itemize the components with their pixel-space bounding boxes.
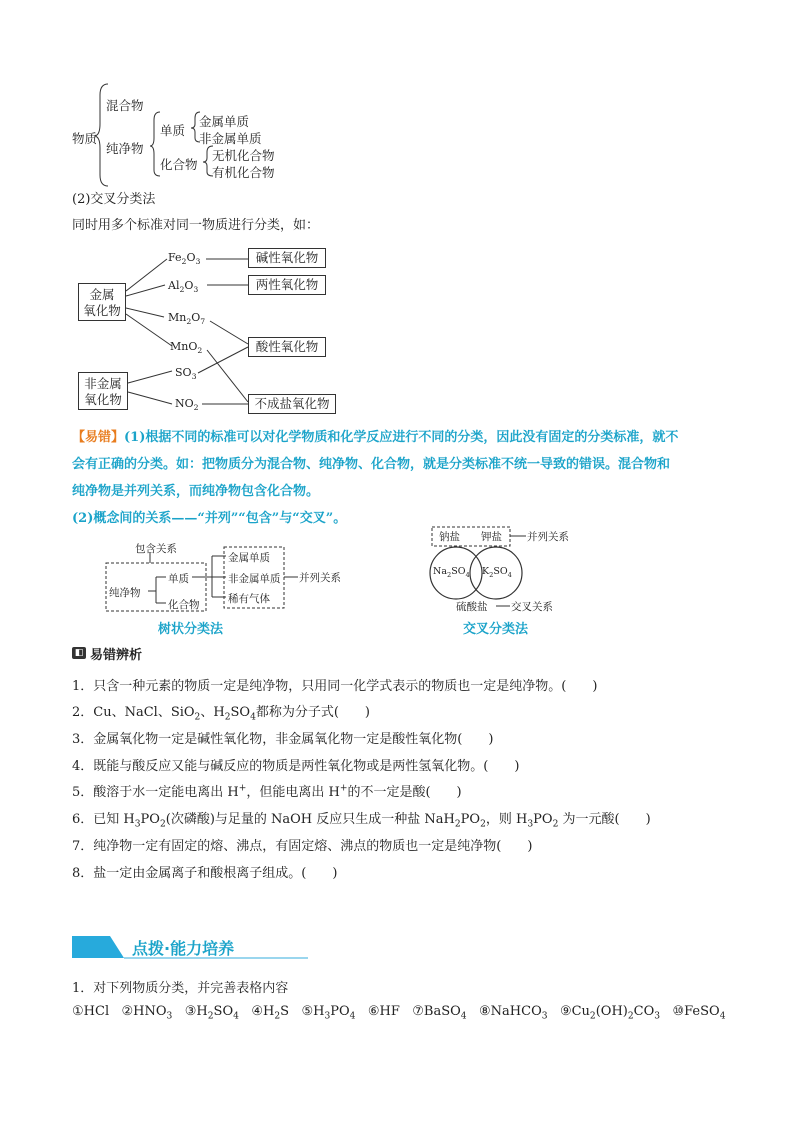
formula-fe2o3: $Fe_2O_3$ [168, 251, 201, 267]
question-5: 5．酸溶于水一定能电离出 H+，但能电离出 H+的不一定是酸( ) [72, 783, 462, 800]
item-hno3: $②HNO_3$ [121, 1004, 173, 1022]
acidic-oxide-box: 酸性氧化物 [248, 337, 326, 357]
tree2-parallel-label: 并列关系 [299, 572, 341, 584]
basic-oxide-box: 碱性氧化物 [248, 248, 326, 268]
item-h3po4: $⑤H_3PO_4$ [301, 1004, 356, 1022]
formula-al2o3: $Al_2O_3$ [168, 279, 199, 295]
note-line3: 纯净物是并列关系，而纯净物包含化合物。 [72, 484, 320, 499]
tree2-caption: 树状分类法 [158, 622, 224, 637]
note-line4: (2)概念间的关系——“并列”“包含”与“交叉”。 [72, 511, 347, 526]
venn-na2so4: $Na_2SO_4$ [433, 566, 470, 579]
question-8: 8．盐一定由金属离子和酸根离子组成。( ) [72, 866, 338, 881]
question-7: 7．纯净物一定有固定的熔、沸点，有固定熔、沸点的物质也一定是纯净物( ) [72, 839, 533, 854]
tree-nonmetal-element: 非金属单质 [199, 131, 262, 146]
question-1: 1．只含一种元素的物质一定是纯净物，只用同一化学式表示的物质也一定是纯净物。( ) [72, 679, 598, 694]
question-2: 2．Cu、NaCl、SiO$_2$、$H_2SO_4$都称为分子式( ) [72, 705, 371, 723]
nonmetal-oxide-line2: 氧化物 [84, 392, 122, 407]
venn-k2so4: $K_2SO_4$ [482, 566, 512, 579]
venn-parallel-label: 并列关系 [527, 531, 569, 543]
cross-heading: (2)交叉分类法 [72, 192, 156, 207]
note-line1 [72, 426, 678, 445]
substance-list [72, 1004, 726, 1022]
tree-organic: 有机化合物 [212, 165, 275, 180]
section-title: 点拨·能力培养 [132, 939, 235, 958]
tree2-noble: 稀有气体 [228, 593, 270, 605]
errors-title: 易错辨析 [90, 647, 143, 663]
venn-shapes [0, 520, 794, 620]
tree2-compound: 化合物 [168, 599, 200, 611]
metal-oxide-line2: 氧化物 [83, 303, 121, 318]
question-3: 3．金属氧化物一定是碱性氧化物，非金属氧化物一定是酸性氧化物( ) [72, 732, 494, 747]
tree2-include-label: 包含关系 [135, 543, 177, 555]
question-4: 4．既能与酸反应又能与碱反应的物质是两性氧化物或是两性氢氧化物。( ) [72, 759, 520, 774]
venn-cross-label: 交叉关系 [511, 601, 553, 613]
tree-element: 单质 [160, 123, 186, 138]
tree2-nonmetal: 非金属单质 [228, 573, 281, 585]
item-h2s: $④H_2S$ [251, 1004, 290, 1022]
formula-mn2o7: $Mn_2O_7$ [168, 311, 206, 327]
note-label: 【易错】 [72, 430, 125, 445]
nonmetal-oxide-line1: 非金属 [84, 376, 122, 391]
tree-inorganic: 无机化合物 [212, 148, 275, 163]
formula-no2: $NO_2$ [175, 397, 199, 413]
metal-oxide-line1: 金属 [89, 287, 115, 302]
formula-mno2: MnO$_2$ [170, 340, 203, 356]
item-feso4: ⑩FeSO$_4$ [672, 1004, 726, 1022]
nonmetal-oxide-box [78, 372, 128, 410]
cross-intro: 同时用多个标准对同一物质进行分类，如： [72, 218, 320, 233]
item-cu2oh2co3: $⑨Cu_2(OH)_2CO_3$ [559, 1004, 661, 1022]
item-hf: ⑥HF [367, 1004, 400, 1019]
tree-mixture: 混合物 [106, 98, 144, 113]
errors-heading [72, 646, 143, 663]
item-nahco3: ⑧NaHCO$_3$ [479, 1004, 548, 1022]
tree-compound: 化合物 [160, 157, 198, 172]
tree-metal-element: 金属单质 [199, 114, 250, 129]
note-line2: 会有正确的分类。如：把物质分为混合物、纯净物、化合物，就是分类标准不统一导致的错误。混合物和 [72, 457, 671, 472]
item-hcl: ①HCl [72, 1004, 110, 1019]
tree2-metal: 金属单质 [228, 552, 270, 564]
tree-pure: 纯净物 [106, 141, 144, 156]
nonsalt-oxide-box: 不成盐氧化物 [248, 394, 336, 414]
item-baso4: ⑦BaSO$_4$ [412, 1004, 467, 1022]
venn-potassium: 钾盐 [481, 531, 502, 543]
errors-icon: ◧ [72, 647, 86, 659]
venn-sodium: 钠盐 [439, 531, 460, 543]
tree2-element: 单质 [168, 573, 189, 585]
note-p1: (1)根据不同的标准可以对化学物质和化学反应进行不同的分类，因此没有固定的分类标准，就不 [124, 430, 679, 445]
metal-oxide-box [78, 283, 126, 321]
amphoteric-oxide-box: 两性氧化物 [248, 275, 326, 295]
item-h2so4: $③H_2SO_4$ [184, 1004, 239, 1022]
formula-so3: $SO_3$ [175, 366, 197, 382]
venn-caption: 交叉分类法 [463, 622, 529, 637]
tree2-pure: 纯净物 [109, 587, 141, 599]
tree-root: 物质 [72, 131, 98, 146]
question-6: 6．已知 $H_3PO_2$(次磷酸)与足量的 NaOH 反应只生成一种盐 $NaH_2PO_2$，则 $H_3PO_2$ 为一元酸( ) [72, 812, 651, 830]
practice-question-1: 1．对下列物质分类，并完善表格内容 [72, 981, 289, 996]
venn-sulfate: 硫酸盐 [456, 601, 488, 613]
